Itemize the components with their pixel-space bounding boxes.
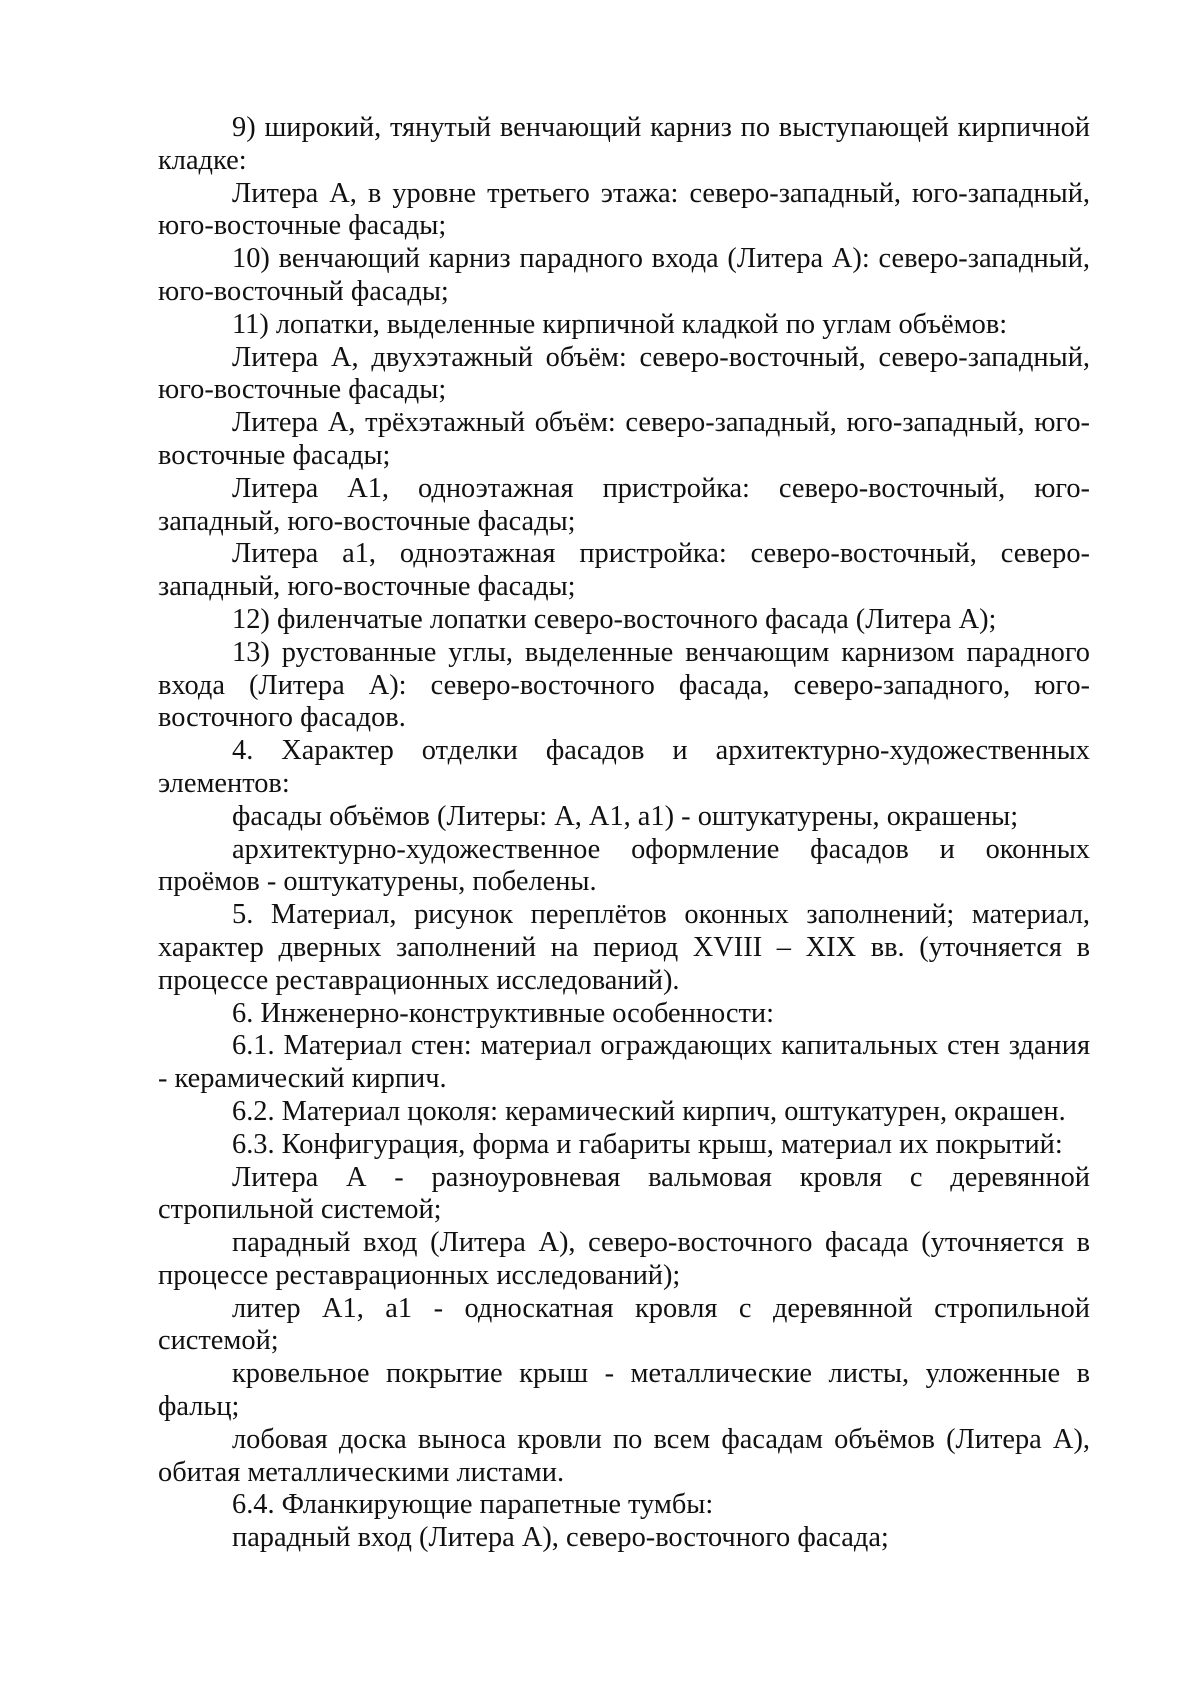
paragraph: 6.2. Материал цоколя: керамический кирпич, оштукатурен, окрашен. — [232, 1095, 1066, 1127]
paragraph: Литера А, двухэтажный объём: северо-восточный, северо-западный, юго-восточные фасады; — [158, 341, 1090, 406]
paragraph: 6.4. Фланкирующие парапетные тумбы: — [232, 1489, 714, 1521]
paragraph: 6.1. Материал стен: материал ограждающих капитальных стен здания - керамический кирпич. — [158, 1030, 1090, 1095]
section-heading: 5. Материал, рисунок переплётов оконных заполнений; материал, характер дверных заполнений на период XVIII – XIX вв. (уточняется в процессе реставрационных исследований). — [158, 899, 1090, 996]
paragraph: 11) лопатки, выделенные кирпичной кладкой по углам объёмов: — [232, 308, 1008, 340]
paragraph: Литера А, в уровне третьего этажа: северо-западный, юго-западный, юго-восточные фасады; — [158, 177, 1090, 242]
paragraph: архитектурно-художественное оформление фасадов и оконных проёмов - оштукатурены, побелены. — [158, 833, 1090, 898]
paragraph: Литера а1, одноэтажная пристройка: северо-восточный, северо-западный, юго-восточные фасады; — [158, 538, 1090, 603]
paragraph: 10) венчающий карниз парадного входа (Литера А): северо-западный, юго-восточный фасады; — [158, 243, 1090, 307]
section-heading: 4. Характер отделки фасадов и архитектурно-художественных элементов: — [158, 735, 1090, 799]
paragraph: 9) широкий, тянутый венчающий карниз по выступающей кирпичной кладке: — [158, 112, 1090, 176]
section-heading: 6. Инженерно-конструктивные особенности: — [232, 997, 775, 1029]
paragraph: парадный вход (Литера А), северо-восточного фасада (уточняется в процессе реставрационных исследований); — [158, 1227, 1090, 1291]
paragraph: 6.3. Конфигурация, форма и габариты крыш, материал их покрытий: — [232, 1128, 1063, 1160]
paragraph: фасады объёмов (Литеры: А, А1, а1) - оштукатурены, окрашены; — [232, 800, 1019, 832]
paragraph: лобовая доска выноса кровли по всем фасадам объёмов (Литера А), обитая металлическими листами. — [158, 1423, 1090, 1488]
paragraph: парадный вход (Литера А), северо-восточного фасада; — [232, 1522, 889, 1554]
paragraph: 12) филенчатые лопатки северо-восточного фасада (Литера А); — [232, 603, 997, 635]
paragraph: Литера А, трёхэтажный объём: северо-западный, юго-западный, юго-восточные фасады; — [158, 407, 1090, 471]
document-body — [158, 112, 1090, 1555]
paragraph: кровельное покрытие крыш - металлические листы, уложенные в фальц; — [158, 1358, 1090, 1423]
paragraph: Литера А1, одноэтажная пристройка: северо-восточный, юго-западный, юго-восточные фасады; — [158, 472, 1090, 537]
paragraph: 13) рустованные углы, выделенные венчающим карнизом парадного входа (Литера А): северо-восточного фасада, северо-западного, юго-восточного фасадов. — [158, 636, 1090, 734]
paragraph: литер А1, а1 - односкатная кровля с деревянной стропильной системой; — [158, 1292, 1090, 1357]
paragraph: Литера А - разноуровневая вальмовая кровля с деревянной стропильной системой; — [158, 1161, 1090, 1226]
